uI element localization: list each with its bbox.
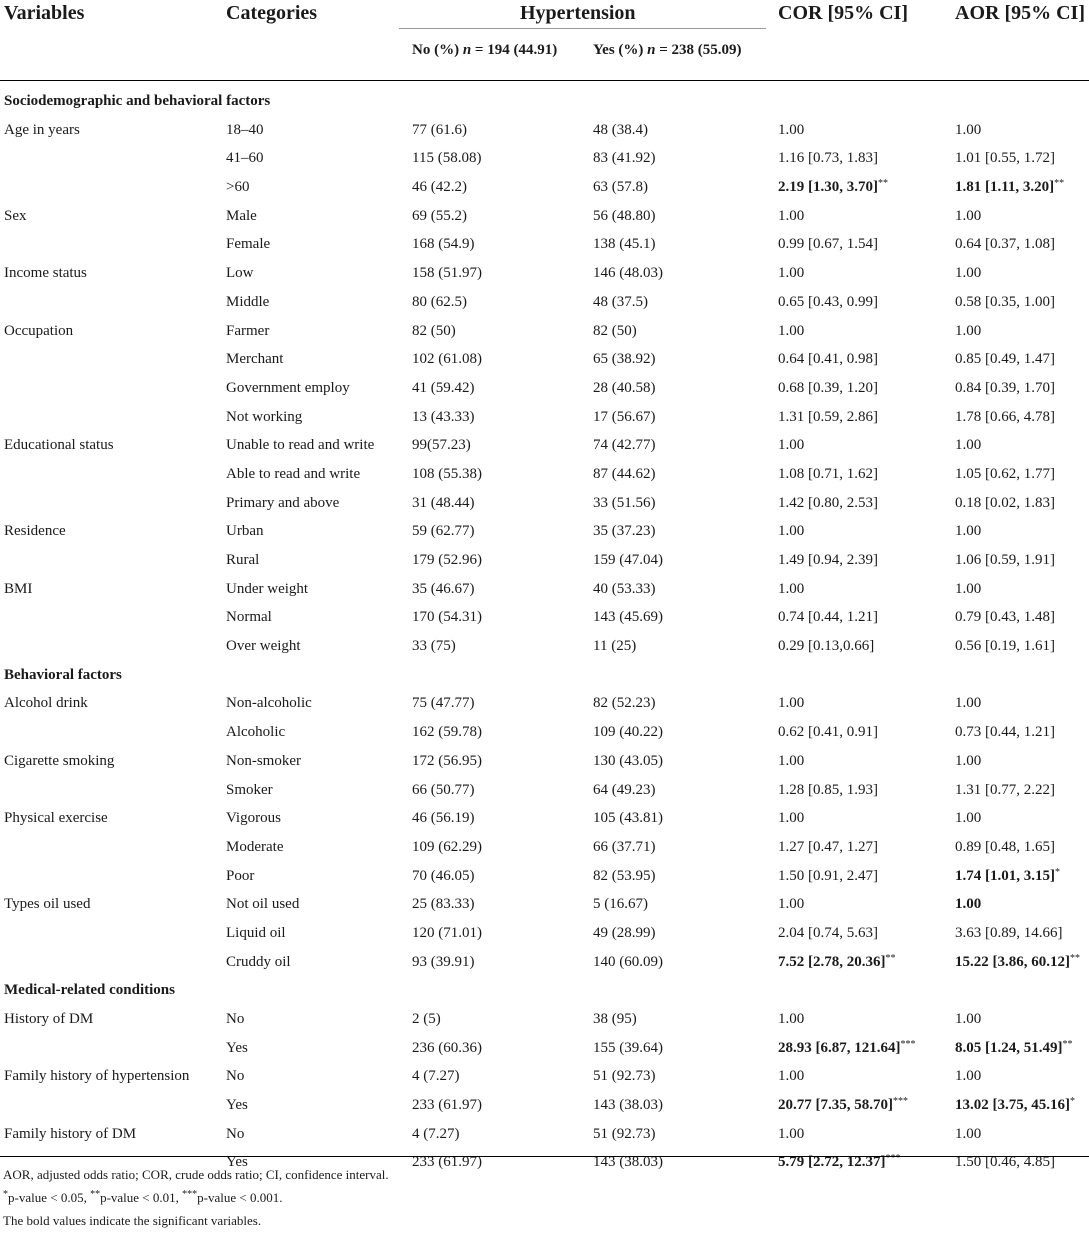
yes-hypertension-cell: 87 (44.62) bbox=[593, 465, 656, 482]
table-row bbox=[0, 919, 1089, 948]
category-cell: Female bbox=[226, 236, 271, 253]
table-row bbox=[0, 747, 1089, 776]
yes-hypertension-cell: 82 (50) bbox=[593, 322, 637, 339]
no-hypertension-cell: 46 (56.19) bbox=[412, 810, 475, 827]
aor-cell: 1.00 bbox=[955, 580, 982, 597]
cor-cell: 1.00 bbox=[778, 265, 805, 282]
yes-hypertension-cell: 33 (51.56) bbox=[593, 494, 656, 511]
category-cell: Non-smoker bbox=[226, 752, 301, 769]
section-title: Medical-related conditions bbox=[4, 982, 175, 999]
table-row bbox=[0, 144, 1089, 173]
category-cell: Government employ bbox=[226, 379, 350, 396]
category-cell: No bbox=[226, 1068, 245, 1085]
yes-hypertension-cell: 82 (53.95) bbox=[593, 867, 656, 884]
aor-cell: 1.00 bbox=[955, 322, 982, 339]
no-hypertension-cell: 4 (7.27) bbox=[412, 1068, 460, 1085]
cor-cell: 5.79 [2.72, 12.37]*** bbox=[778, 1153, 901, 1171]
table-row bbox=[0, 948, 1089, 977]
table-row bbox=[0, 345, 1089, 374]
table-row bbox=[0, 230, 1089, 259]
category-cell: Urban bbox=[226, 523, 264, 540]
yes-hypertension-cell: 74 (42.77) bbox=[593, 437, 656, 454]
yes-hypertension-cell: 159 (47.04) bbox=[593, 552, 663, 568]
section-title: Behavioral factors bbox=[4, 666, 122, 683]
yes-hypertension-cell: 82 (52.23) bbox=[593, 695, 656, 712]
cor-cell: 1.00 bbox=[778, 437, 805, 454]
aor-cell: 0.64 [0.37, 1.08] bbox=[955, 236, 1055, 253]
variable-cell: Sex bbox=[4, 207, 27, 224]
no-hypertension-cell: 77 (61.6) bbox=[412, 121, 467, 138]
aor-cell: 1.00 bbox=[955, 810, 982, 827]
aor-cell: 1.74 [1.01, 3.15]* bbox=[955, 866, 1060, 884]
cor-cell: 1.00 bbox=[778, 322, 805, 339]
cor-cell: 0.62 [0.41, 0.91] bbox=[778, 724, 878, 741]
category-cell: Low bbox=[226, 265, 254, 282]
no-hypertension-cell: 2 (5) bbox=[412, 1011, 441, 1027]
category-cell: Middle bbox=[226, 293, 270, 310]
aor-cell: 1.05 [0.62, 1.77] bbox=[955, 465, 1055, 482]
aor-cell: 1.06 [0.59, 1.91] bbox=[955, 552, 1055, 568]
cor-cell: 1.08 [0.71, 1.62] bbox=[778, 465, 878, 482]
variable-cell: Alcohol drink bbox=[4, 695, 88, 712]
cor-cell: 1.31 [0.59, 2.86] bbox=[778, 408, 878, 425]
table-row bbox=[0, 202, 1089, 231]
table-row bbox=[0, 632, 1089, 661]
table-row bbox=[0, 575, 1089, 604]
yes-hypertension-cell: 143 (45.69) bbox=[593, 609, 663, 626]
section-title: Sociodemographic and behavioral factors bbox=[4, 93, 271, 109]
category-cell: Farmer bbox=[226, 322, 270, 339]
no-hypertension-cell: 120 (71.01) bbox=[412, 924, 482, 941]
no-hypertension-cell: 102 (61.08) bbox=[412, 351, 482, 368]
table-footnotes bbox=[0, 1156, 1089, 1232]
aor-cell: 1.00 bbox=[955, 437, 982, 454]
table-header bbox=[0, 0, 1089, 81]
table-body bbox=[0, 81, 1089, 1177]
aor-cell: 15.22 [3.86, 60.12]** bbox=[955, 952, 1080, 970]
footnote-pvalues: *p-value < 0.05, **p-value < 0.01, ***p-value < 0.001. bbox=[3, 1189, 283, 1205]
table-row bbox=[0, 890, 1089, 919]
no-hypertension-cell: 59 (62.77) bbox=[412, 523, 475, 540]
category-cell: Yes bbox=[226, 1039, 248, 1056]
yes-hypertension-cell: 143 (38.03) bbox=[593, 1154, 663, 1171]
yes-hypertension-cell: 130 (43.05) bbox=[593, 752, 663, 769]
category-cell: Non-alcoholic bbox=[226, 695, 312, 712]
no-hypertension-cell: 115 (58.08) bbox=[412, 150, 482, 167]
no-hypertension-cell: 4 (7.27) bbox=[412, 1125, 460, 1142]
category-cell: Not oil used bbox=[226, 896, 300, 913]
aor-cell: 8.05 [1.24, 51.49]** bbox=[955, 1038, 1073, 1056]
cor-cell: 1.00 bbox=[778, 896, 805, 913]
cor-cell: 1.16 [0.73, 1.83] bbox=[778, 150, 878, 167]
table-row bbox=[0, 603, 1089, 632]
category-cell: Alcoholic bbox=[226, 724, 286, 741]
aor-cell: 0.56 [0.19, 1.61] bbox=[955, 638, 1055, 655]
aor-cell: 1.00 bbox=[955, 207, 982, 224]
cor-cell: 1.00 bbox=[778, 580, 805, 597]
no-hypertension-cell: 46 (42.2) bbox=[412, 179, 467, 196]
yes-hypertension-cell: 109 (40.22) bbox=[593, 724, 663, 741]
table-row bbox=[0, 288, 1089, 317]
aor-cell: 1.00 bbox=[955, 265, 982, 282]
table-row bbox=[0, 804, 1089, 833]
category-cell: Moderate bbox=[226, 838, 284, 855]
header-variables: Variables bbox=[4, 2, 85, 24]
table-row bbox=[0, 833, 1089, 862]
table-row bbox=[0, 116, 1089, 145]
header-yes-count: Yes (%) n = 238 (55.09) bbox=[593, 42, 742, 58]
cor-cell: 28.93 [6.87, 121.64]*** bbox=[778, 1038, 916, 1056]
cor-cell: 1.00 bbox=[778, 810, 805, 827]
category-cell: 41–60 bbox=[226, 150, 264, 167]
no-hypertension-cell: 162 (59.78) bbox=[412, 724, 482, 741]
category-cell: Male bbox=[226, 207, 257, 224]
yes-hypertension-cell: 11 (25) bbox=[593, 638, 637, 655]
yes-hypertension-cell: 49 (28.99) bbox=[593, 924, 656, 941]
aor-cell: 1.00 bbox=[955, 1125, 982, 1142]
table-row bbox=[0, 862, 1089, 891]
no-hypertension-cell: 35 (46.67) bbox=[412, 580, 475, 597]
variable-cell: Occupation bbox=[4, 322, 74, 339]
aor-cell: 1.00 bbox=[955, 1068, 982, 1085]
category-cell: Not working bbox=[226, 408, 303, 425]
yes-hypertension-cell: 28 (40.58) bbox=[593, 379, 656, 396]
no-hypertension-cell: 13 (43.33) bbox=[412, 408, 475, 425]
category-cell: Poor bbox=[226, 867, 255, 884]
no-hypertension-cell: 33 (75) bbox=[412, 638, 456, 655]
cor-cell: 1.49 [0.94, 2.39] bbox=[778, 552, 878, 568]
aor-cell: 0.89 [0.48, 1.65] bbox=[955, 838, 1055, 855]
variable-cell: Income status bbox=[4, 265, 87, 282]
cor-cell: 1.00 bbox=[778, 207, 805, 224]
section-header-row bbox=[0, 976, 1089, 1005]
aor-cell: 1.50 [0.46, 4.85] bbox=[955, 1154, 1055, 1171]
no-hypertension-cell: 70 (46.05) bbox=[412, 867, 475, 884]
hypertension-divider bbox=[399, 28, 766, 29]
table-row bbox=[0, 718, 1089, 747]
category-cell: Yes bbox=[226, 1154, 248, 1171]
cor-cell: 1.50 [0.91, 2.47] bbox=[778, 867, 878, 884]
category-cell: Cruddy oil bbox=[226, 953, 291, 970]
category-cell: Liquid oil bbox=[226, 924, 286, 941]
cor-cell: 0.64 [0.41, 0.98] bbox=[778, 351, 878, 368]
cor-cell: 2.19 [1.30, 3.70]** bbox=[778, 178, 888, 196]
cor-cell: 20.77 [7.35, 58.70]*** bbox=[778, 1096, 908, 1114]
category-cell: Under weight bbox=[226, 580, 309, 597]
aor-cell: 1.00 bbox=[955, 121, 982, 138]
variable-cell: History of DM bbox=[4, 1011, 94, 1027]
yes-hypertension-cell: 38 (95) bbox=[593, 1011, 637, 1027]
category-cell: Smoker bbox=[226, 781, 273, 798]
yes-hypertension-cell: 40 (53.33) bbox=[593, 580, 656, 597]
yes-hypertension-cell: 65 (38.92) bbox=[593, 351, 656, 368]
aor-cell: 1.00 bbox=[955, 896, 982, 913]
no-hypertension-cell: 233 (61.97) bbox=[412, 1154, 482, 1171]
variable-cell: Types oil used bbox=[4, 896, 91, 913]
cor-cell: 1.00 bbox=[778, 523, 805, 540]
aor-cell: 0.58 [0.35, 1.00] bbox=[955, 293, 1055, 310]
aor-cell: 0.79 [0.43, 1.48] bbox=[955, 609, 1055, 626]
yes-hypertension-cell: 140 (60.09) bbox=[593, 953, 663, 970]
variable-cell: Family history of hypertension bbox=[4, 1068, 190, 1085]
cor-cell: 0.65 [0.43, 0.99] bbox=[778, 293, 878, 310]
table-row bbox=[0, 317, 1089, 346]
footnote-abbreviations: AOR, adjusted odds ratio; COR, crude odds ratio; CI, confidence interval. bbox=[3, 1167, 389, 1182]
table-row bbox=[0, 546, 1089, 575]
category-cell: Normal bbox=[226, 609, 272, 626]
header-no-count: No (%) n = 194 (44.91) bbox=[412, 42, 558, 58]
table-row bbox=[0, 1062, 1089, 1091]
aor-cell: 1.00 bbox=[955, 752, 982, 769]
yes-hypertension-cell: 51 (92.73) bbox=[593, 1125, 656, 1142]
category-cell: Unable to read and write bbox=[226, 437, 375, 454]
table-row bbox=[0, 1091, 1089, 1120]
no-hypertension-cell: 108 (55.38) bbox=[412, 465, 482, 482]
table-row bbox=[0, 776, 1089, 805]
no-hypertension-cell: 66 (50.77) bbox=[412, 781, 475, 798]
cor-cell: 1.00 bbox=[778, 121, 805, 138]
yes-hypertension-cell: 63 (57.8) bbox=[593, 179, 648, 196]
no-hypertension-cell: 80 (62.5) bbox=[412, 293, 467, 310]
table-row bbox=[0, 173, 1089, 202]
variable-cell: Family history of DM bbox=[4, 1125, 137, 1142]
yes-hypertension-cell: 138 (45.1) bbox=[593, 236, 656, 253]
category-cell: Over weight bbox=[226, 638, 301, 655]
table-row bbox=[0, 1120, 1089, 1149]
no-hypertension-cell: 99(57.23) bbox=[412, 437, 471, 454]
aor-cell: 0.18 [0.02, 1.83] bbox=[955, 494, 1055, 511]
no-hypertension-cell: 75 (47.77) bbox=[412, 695, 475, 712]
cor-cell: 0.29 [0.13,0.66] bbox=[778, 638, 875, 655]
no-hypertension-cell: 109 (62.29) bbox=[412, 838, 482, 855]
cor-cell: 1.00 bbox=[778, 1068, 805, 1085]
header-hypertension: Hypertension bbox=[520, 2, 636, 24]
yes-hypertension-cell: 5 (16.67) bbox=[593, 896, 648, 913]
section-header-row bbox=[0, 87, 1089, 116]
no-hypertension-cell: 41 (59.42) bbox=[412, 379, 475, 396]
no-hypertension-cell: 158 (51.97) bbox=[412, 265, 482, 282]
aor-cell: 0.84 [0.39, 1.70] bbox=[955, 379, 1055, 396]
cor-cell: 0.99 [0.67, 1.54] bbox=[778, 236, 878, 253]
cor-cell: 1.00 bbox=[778, 695, 805, 712]
no-hypertension-cell: 179 (52.96) bbox=[412, 552, 482, 568]
category-cell: Able to read and write bbox=[226, 465, 361, 482]
cor-cell: 0.74 [0.44, 1.21] bbox=[778, 609, 878, 626]
category-cell: Primary and above bbox=[226, 494, 340, 511]
aor-cell: 1.78 [0.66, 4.78] bbox=[955, 408, 1055, 425]
aor-cell: 1.00 bbox=[955, 523, 982, 540]
table-row bbox=[0, 259, 1089, 288]
aor-cell: 1.31 [0.77, 2.22] bbox=[955, 781, 1055, 798]
category-cell: No bbox=[226, 1011, 245, 1027]
table-row bbox=[0, 489, 1089, 518]
category-cell: Merchant bbox=[226, 351, 284, 368]
no-hypertension-cell: 31 (48.44) bbox=[412, 494, 475, 511]
no-hypertension-cell: 25 (83.33) bbox=[412, 896, 475, 913]
table-row bbox=[0, 431, 1089, 460]
table-row bbox=[0, 689, 1089, 718]
yes-hypertension-cell: 17 (56.67) bbox=[593, 408, 656, 425]
variable-cell: Age in years bbox=[4, 121, 80, 138]
variable-cell: Educational status bbox=[4, 437, 114, 454]
aor-cell: 1.01 [0.55, 1.72] bbox=[955, 150, 1055, 167]
no-hypertension-cell: 82 (50) bbox=[412, 322, 456, 339]
no-hypertension-cell: 172 (56.95) bbox=[412, 752, 482, 769]
yes-hypertension-cell: 143 (38.03) bbox=[593, 1097, 663, 1114]
category-cell: No bbox=[226, 1125, 245, 1142]
aor-cell: 1.00 bbox=[955, 1011, 982, 1027]
yes-hypertension-cell: 146 (48.03) bbox=[593, 265, 663, 282]
no-hypertension-cell: 170 (54.31) bbox=[412, 609, 482, 626]
no-hypertension-cell: 236 (60.36) bbox=[412, 1039, 482, 1056]
header-categories: Categories bbox=[226, 2, 318, 24]
variable-cell: BMI bbox=[4, 580, 33, 597]
variable-cell: Cigarette smoking bbox=[4, 752, 115, 769]
aor-cell: 0.73 [0.44, 1.21] bbox=[955, 724, 1055, 741]
yes-hypertension-cell: 35 (37.23) bbox=[593, 523, 656, 540]
section-header-row bbox=[0, 661, 1089, 690]
yes-hypertension-cell: 56 (48.80) bbox=[593, 207, 656, 224]
aor-cell: 3.63 [0.89, 14.66] bbox=[955, 924, 1063, 941]
category-cell: Rural bbox=[226, 552, 260, 568]
table-row bbox=[0, 1034, 1089, 1063]
cor-cell: 1.28 [0.85, 1.93] bbox=[778, 781, 878, 798]
cor-cell: 1.00 bbox=[778, 752, 805, 769]
yes-hypertension-cell: 64 (49.23) bbox=[593, 781, 656, 798]
cor-cell: 0.68 [0.39, 1.20] bbox=[778, 379, 878, 396]
aor-cell: 1.00 bbox=[955, 695, 982, 712]
aor-cell: 1.81 [1.11, 3.20]** bbox=[955, 178, 1065, 196]
table-row bbox=[0, 460, 1089, 489]
category-cell: Vigorous bbox=[226, 810, 281, 827]
table-row bbox=[0, 374, 1089, 403]
category-cell: Yes bbox=[226, 1097, 248, 1114]
yes-hypertension-cell: 105 (43.81) bbox=[593, 810, 663, 827]
category-cell: >60 bbox=[226, 179, 250, 196]
variable-cell: Physical exercise bbox=[4, 810, 108, 827]
yes-hypertension-cell: 155 (39.64) bbox=[593, 1039, 663, 1056]
cor-cell: 1.00 bbox=[778, 1125, 805, 1142]
header-cor: COR [95% CI] bbox=[778, 2, 908, 24]
yes-hypertension-cell: 48 (38.4) bbox=[593, 121, 648, 138]
cor-cell: 1.27 [0.47, 1.27] bbox=[778, 838, 878, 855]
yes-hypertension-cell: 51 (92.73) bbox=[593, 1068, 656, 1085]
no-hypertension-cell: 168 (54.9) bbox=[412, 236, 475, 253]
variable-cell: Residence bbox=[4, 523, 66, 540]
cor-cell: 2.04 [0.74, 5.63] bbox=[778, 924, 878, 941]
cor-cell: 7.52 [2.78, 20.36]** bbox=[778, 952, 896, 970]
yes-hypertension-cell: 48 (37.5) bbox=[593, 293, 648, 310]
no-hypertension-cell: 93 (39.91) bbox=[412, 953, 475, 970]
cor-cell: 1.42 [0.80, 2.53] bbox=[778, 494, 878, 511]
cor-cell: 1.00 bbox=[778, 1011, 805, 1027]
table-row bbox=[0, 517, 1089, 546]
table-row bbox=[0, 403, 1089, 432]
yes-hypertension-cell: 66 (37.71) bbox=[593, 838, 656, 855]
table-row bbox=[0, 1005, 1089, 1034]
category-cell: 18–40 bbox=[226, 121, 264, 138]
header-aor: AOR [95% CI] bbox=[955, 2, 1085, 24]
aor-cell: 0.85 [0.49, 1.47] bbox=[955, 351, 1055, 368]
aor-cell: 13.02 [3.75, 45.16]* bbox=[955, 1096, 1075, 1114]
yes-hypertension-cell: 83 (41.92) bbox=[593, 150, 656, 167]
footnote-bold-note: The bold values indicate the significant variables. bbox=[3, 1213, 262, 1228]
no-hypertension-cell: 233 (61.97) bbox=[412, 1097, 482, 1114]
no-hypertension-cell: 69 (55.2) bbox=[412, 207, 467, 224]
